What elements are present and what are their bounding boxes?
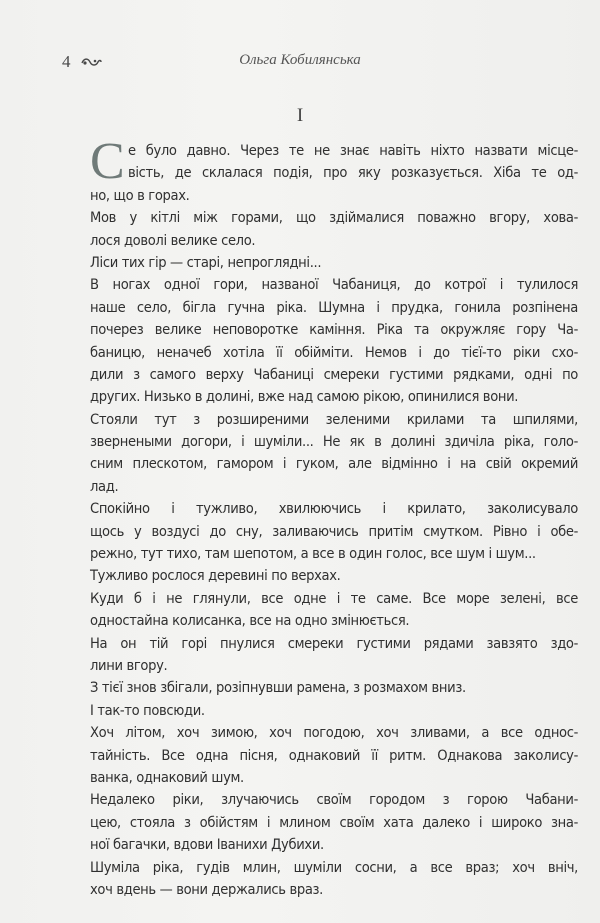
text-line: е було давно. Через те не знає навіть ніхто назвати місце- [128, 142, 578, 159]
text-line: щось у воздусі до сну, заливаючись притім смутком. Рівно і обе- [90, 522, 578, 540]
text-line: других. Низько в долині, вже над самою рікою, опинилися вони. [90, 388, 519, 406]
text-line: Ліси тих гір — старі, непроглядні... [90, 253, 322, 271]
paragraph [90, 133, 578, 207]
text-line: хоч вдень — вони держались враз. [90, 880, 323, 898]
text-line: І так-то повсюди. [90, 701, 205, 719]
text-line: но, що в горах. [90, 186, 190, 204]
text-line: дили з самого верху Чабаниці смереки густими рядками, одні по [90, 365, 578, 383]
paragraph [90, 857, 578, 902]
paragraph [90, 409, 578, 499]
text-line: лини вгору. [90, 656, 168, 674]
chapter-number: I [296, 105, 304, 126]
text-line: Куди б і не глянули, все одне і те саме. Все море зелені, все [90, 589, 578, 607]
text-line: сним плескотом, гамором і гуком, але відмінно і на свій окремий [90, 455, 578, 473]
page-number: 4 [62, 52, 71, 71]
text-line: цею, стояла з обійстям і млином своїм хата далеко і широко зна- [90, 813, 578, 831]
text-line: почерез велике неповоротке каміння. Ріка та окружляє гору Ча- [90, 321, 578, 339]
paragraph [90, 700, 578, 722]
paragraph [90, 207, 578, 252]
text-line: одностайна колисанка, все на одно змінюється. [90, 612, 410, 630]
text-line: Стояли тут з розширеними зеленими крилами та шпилями, [90, 410, 578, 428]
text-line: Спокійно і тужливо, хвилюючись і крилато, заколисувало [90, 500, 578, 518]
text-line: наше село, бігла гучна ріка. Шумна і прудка, гонила розпінена [90, 298, 578, 316]
text-line: З тієї знов збігали, розіпнувши рамена, з розмахом вниз. [90, 679, 466, 697]
text-line: лося доволі велике село. [90, 231, 256, 249]
paragraph [90, 498, 578, 565]
text-line: вість, де склалася подія, про яку розказується. Хіба те од- [128, 164, 578, 182]
text-line: Хоч літом, хоч зимою, хоч погодою, хоч зливами, а все однос- [90, 724, 578, 742]
paragraph [90, 633, 578, 678]
paragraph [90, 677, 578, 699]
paragraph [90, 588, 578, 633]
paragraph [90, 252, 578, 274]
text-line: ної багачки, вдови Іванихи Дубихи. [90, 836, 324, 854]
paragraph [90, 274, 578, 408]
text-line: В ногах одної гори, названої Чабаниця, до котрої і тулилося [90, 276, 578, 294]
text-line: тайність. Все одна пісня, однаковий її ритм. Однакова заколису- [90, 746, 578, 764]
drop-cap: С [90, 133, 125, 190]
page-header [0, 50, 600, 74]
text-line: Мов у кітлі між горами, що здіймалися поважно вгору, хова- [90, 209, 578, 227]
text-line: Тужливо рослося деревині по верхах. [90, 567, 341, 585]
text-line: звернеными догори, і шуміли... Не як в долині здичіла ріка, голо- [90, 433, 578, 451]
text-line: ванка, однаковий шум. [90, 768, 244, 786]
text-line: режно, тут тихо, там шепотом, а все в один голос, все шум і шум... [90, 545, 536, 563]
chapter-text [90, 133, 578, 901]
paragraph [90, 722, 578, 789]
text-line: лад. [90, 477, 119, 495]
running-head: Ольга Кобилянська [239, 52, 361, 68]
text-line: баницю, неначеб хотіла її обійміти. Немов і до тієї-то ріки схо- [90, 343, 578, 361]
text-line: Недалеко ріки, злучаючись своїм городом з горою Чабани- [90, 791, 578, 809]
text-line: На он тій горі пнулися смереки густими рядами завзято здо- [90, 634, 578, 652]
paragraph [90, 565, 578, 587]
text-line: Шуміла ріка, гудів млин, шуміли сосни, а все враз; хоч вніч, [90, 858, 578, 876]
paragraph [90, 789, 578, 856]
